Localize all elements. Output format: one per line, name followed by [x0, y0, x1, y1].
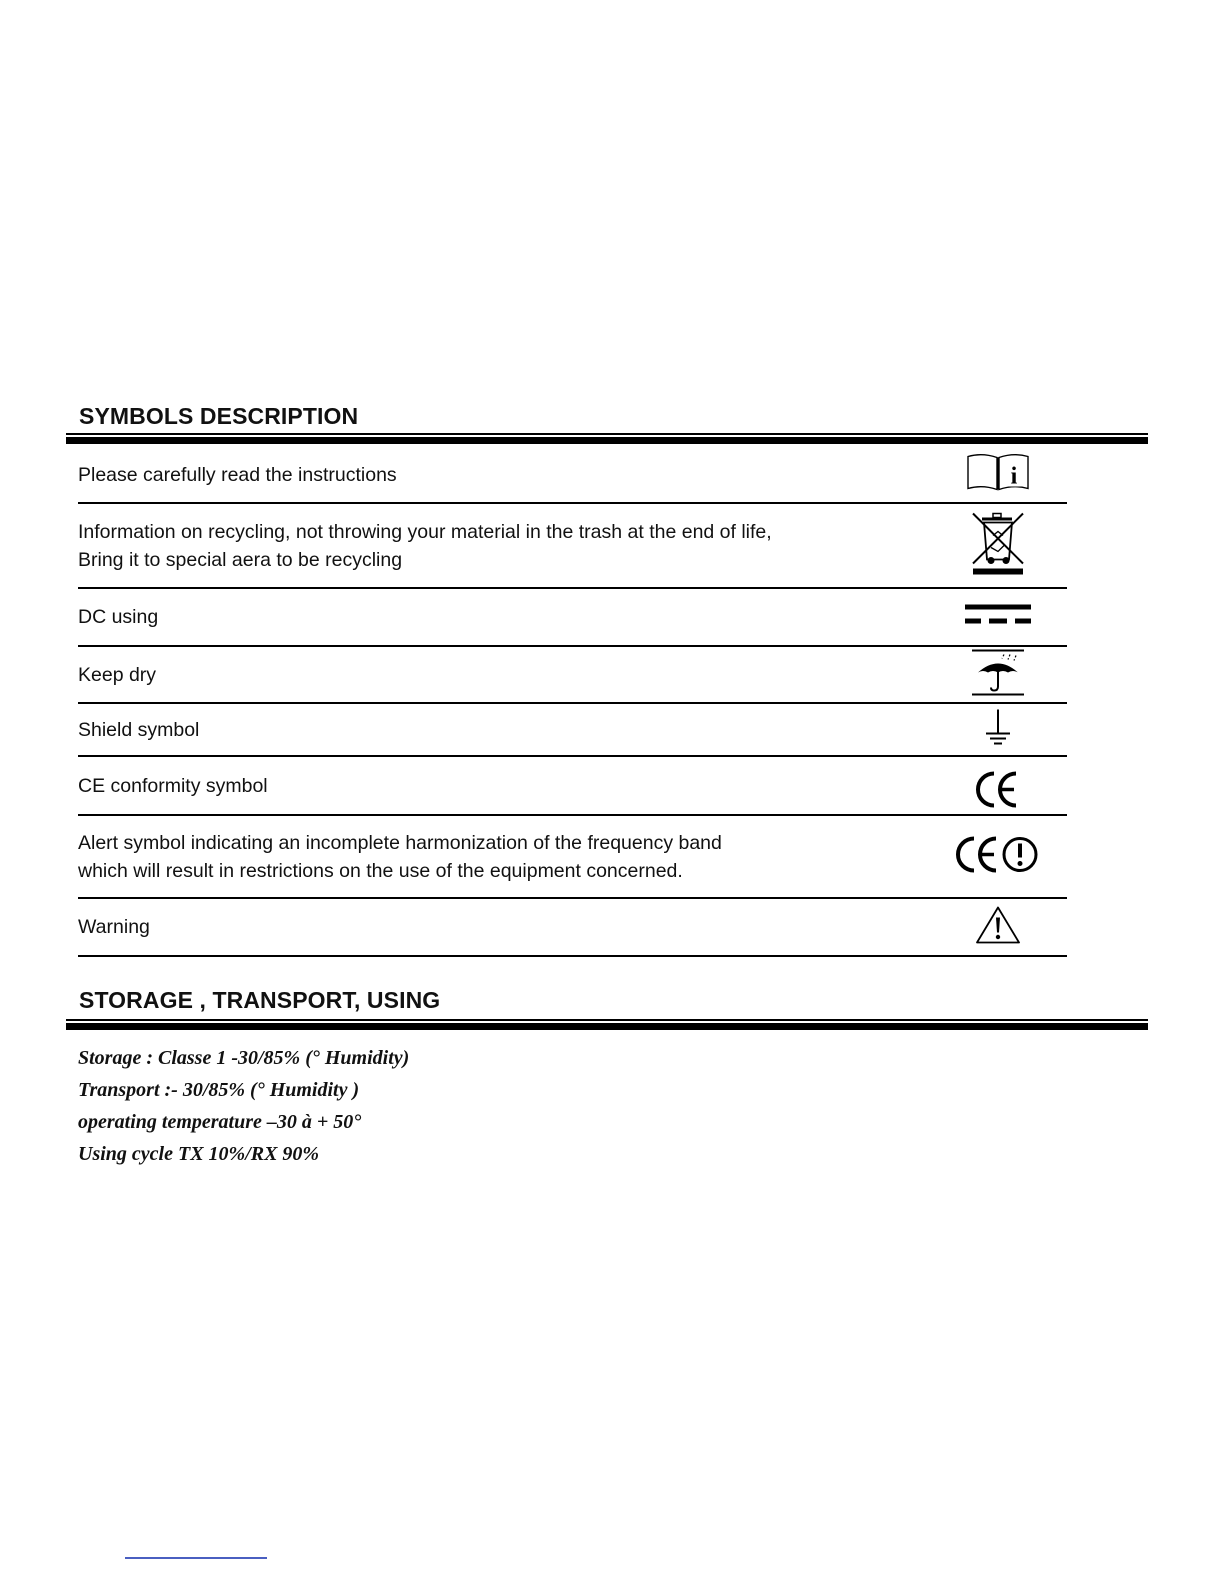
symbol-row-warning — [78, 899, 1067, 957]
symbol-description — [78, 913, 898, 941]
symbol-description — [78, 603, 898, 631]
symbol-row-keep-dry — [78, 647, 1067, 704]
weee-crossed-bin-icon — [969, 511, 1027, 580]
warning-triangle-icon — [975, 905, 1021, 950]
symbol-row-ce — [78, 757, 1067, 816]
symbols-title-rule — [66, 433, 1148, 444]
symbol-description — [78, 661, 898, 689]
symbol-row-read-instructions — [78, 448, 1067, 504]
operating-temperature-line: operating temperature –30 à + 50° — [78, 1111, 362, 1133]
storage-section-title: STORAGE , TRANSPORT, USING — [79, 987, 441, 1013]
info-glyph: i — [1010, 463, 1018, 490]
ground-shield-icon — [983, 707, 1013, 752]
transport-spec-line: Transport :- 30/85% (° Humidity ) — [78, 1079, 360, 1101]
storage-title-rule — [66, 1019, 1148, 1030]
symbols-table — [78, 448, 1067, 957]
symbol-description — [78, 518, 898, 574]
symbol-row-recycling — [78, 504, 1067, 589]
symbol-description — [78, 829, 898, 885]
ce-mark-icon — [976, 769, 1020, 814]
dc-current-icon — [964, 603, 1032, 632]
symbol-description — [78, 461, 898, 489]
using-cycle-line: Using cycle TX 10%/RX 90% — [78, 1143, 320, 1165]
symbol-description-line: DC using — [78, 606, 159, 628]
ce-alert-icon — [956, 834, 1040, 879]
symbol-description-line: Warning — [78, 916, 150, 938]
symbol-description-line: Bring it to special aera to be recycling — [78, 548, 403, 571]
storage-specs — [78, 1042, 409, 1170]
storage-spec-line: Storage : Classe 1 -30/85% (° Humidity) — [78, 1047, 410, 1069]
symbol-description-line: Please carefully read the instructions — [78, 464, 397, 486]
footer-underline — [125, 1557, 267, 1559]
symbol-description-line: CE conformity symbol — [78, 774, 268, 797]
symbol-row-ce-alert — [78, 816, 1067, 899]
keep-dry-umbrella-icon — [970, 648, 1026, 701]
symbol-description-line: Information on recycling, not throwing your material in the trash at the end of life, — [78, 520, 772, 543]
symbol-description — [78, 772, 898, 800]
symbol-description-line: Keep dry — [78, 663, 157, 686]
symbol-description-line: Alert symbol indicating an incomplete harmonization of the frequency band — [78, 831, 722, 854]
symbols-section-title: SYMBOLS DESCRIPTION — [79, 403, 359, 429]
symbol-description-line: Shield symbol — [78, 718, 200, 741]
symbol-row-shield — [78, 704, 1067, 757]
symbol-description — [78, 716, 898, 744]
symbol-description-line: which will result in restrictions on the use of the equipment concerned. — [78, 859, 683, 882]
read-instructions-icon — [966, 453, 1030, 498]
symbol-row-dc — [78, 589, 1067, 647]
